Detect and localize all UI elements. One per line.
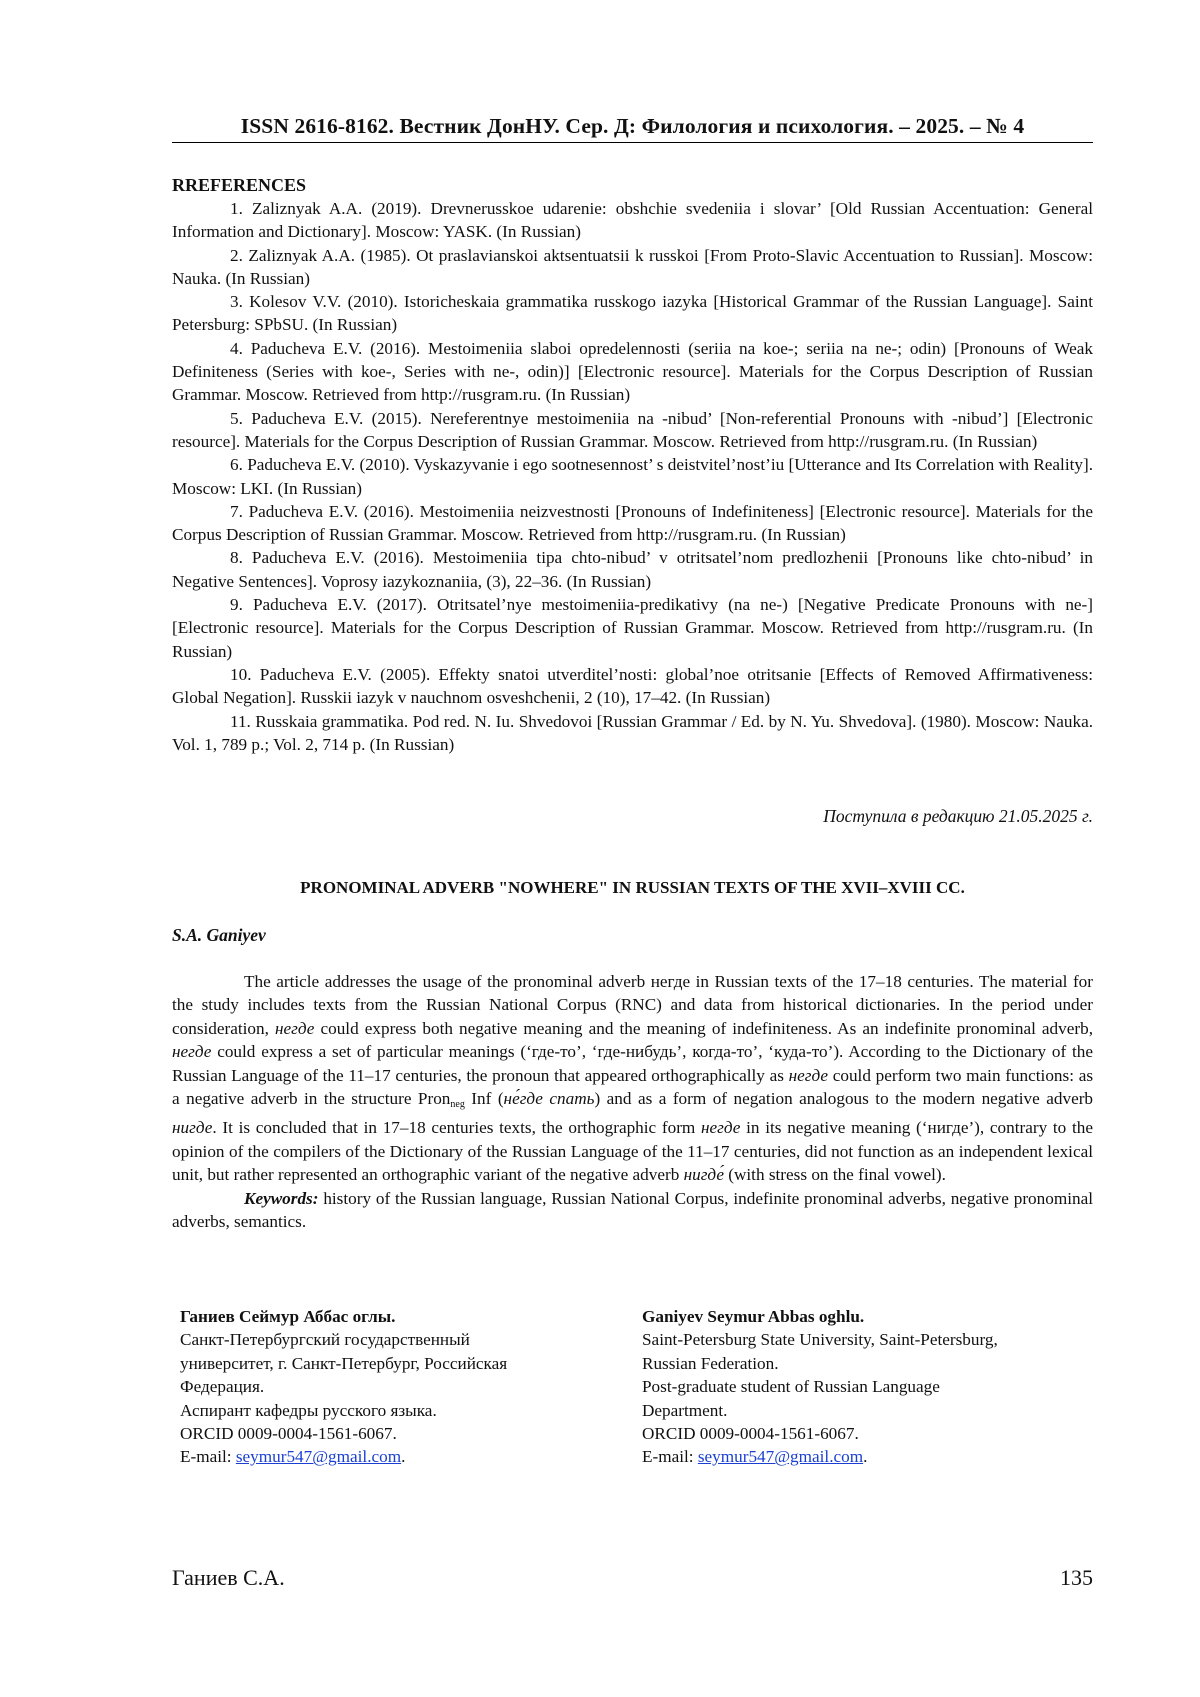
reference-item: 9. Paducheva E.V. (2017). Otritsatel’nye mestoimeniia-predikativy (na ne-) [Negative Predicate Pronouns with ne-] [Electronic resource]. Materials for the Corpus Description of Russian Grammar. Moscow. Retrieved from http://rusgram.ru. (In Russian) [172, 595, 1093, 661]
reference-item: 5. Paducheva E.V. (2015). Nereferentnye mestoimeniia na -nibud’ [Non-referential Pronouns with -nibud’] [Electronic resource]. Materials for the Corpus Description of Russian Grammar. Moscow. Retrieved from http://rusgram.ru. (In Russian) [172, 408, 1093, 451]
email-line: E-mail: seymur547@gmail.com. [180, 1447, 406, 1467]
affiliation-line: университет, г. Санкт-Петербург, Российская [180, 1353, 508, 1373]
reference-item: 4. Paducheva E.V. (2016). Mestoimeniia slaboi opredelennosti (seriia na koe-; seriia na ne-; odin) [Pronouns of Weak Definiteness (Series with koe-, Series with ne-, odin)] [Electronic resource]. Materials for the Corpus Description of Russian Grammar. Moscow. Retrieved from http://rusgram.ru. (In Russian) [172, 338, 1093, 405]
affiliation-line: Saint-Petersburg State University, Saint-Petersburg, [642, 1330, 998, 1350]
page-number: 135 [1060, 1565, 1093, 1590]
email-link[interactable]: seymur547@gmail.com [697, 1447, 864, 1467]
orcid: ORCID 0009-0004-1561-6067. [642, 1424, 859, 1444]
reference-item: 10. Paducheva E.V. (2005). Effekty snatoi utverditel’nosti: global’noe otritsanie [Effects of Removed Affirmativeness: Global Negation]. Russkii iazyk v nauchnom osveshchenii, 2 (10), 17–42. (In Russian) [172, 664, 1093, 708]
references-heading: RREFERENCES [172, 175, 307, 195]
reference-item: 11. Russkaia grammatika. Pod red. N. Iu. Shvedovoi [Russian Grammar / Ed. by N. Yu. Shvedova]. (1980). Moscow: Nauka. Vol. 1, 789 p.; Vol. 2, 714 p. (In Russian) [172, 711, 1093, 754]
author-name-ru: Ганиев Сеймур Аббас оглы. [180, 1307, 396, 1326]
author-name-en: Ganiyev Seymur Abbas oghlu. [642, 1307, 865, 1326]
affiliation-english [642, 1305, 1082, 1469]
reference-item: 8. Paducheva E.V. (2016). Mestoimeniia tipa chto-nibud’ v otritsatel’nom predlozhenii [Pronouns like chto-nibud’ in Negative Sentences]. Voprosy iazykoznaniia, (3), 22–36. (In Russian) [172, 548, 1093, 591]
affiliation-line: Федерация. [180, 1377, 265, 1397]
keywords [172, 1187, 1093, 1234]
affiliation-russian [180, 1305, 600, 1469]
reference-item: 3. Kolesov V.V. (2010). Istoricheskaia grammatika russkogo iazyka [Historical Grammar of the Russian Language]. Saint Petersburg: SPbSU. (In Russian) [172, 292, 1093, 335]
email-link[interactable]: seymur547@gmail.com [235, 1447, 402, 1467]
keywords-label: Keywords: [244, 1188, 319, 1208]
article-author: S.A. Ganiyev [172, 925, 266, 945]
reference-item: 6. Paducheva E.V. (2010). Vyskazyvanie i ego sootnesennost’ s deistvitel’nost’iu [Utterance and Its Correlation with Reality]. Moscow: LKI. (In Russian) [172, 455, 1093, 498]
article-title: PRONOMINAL ADVERB "NOWHERE" IN RUSSIAN TEXTS OF THE XVII–XVIII CC. [300, 878, 965, 897]
running-header: ISSN 2616-8162. Вестник ДонНУ. Сер. Д: Филология и психология. – 2025. – № 4 [240, 114, 1025, 138]
received-date: Поступила в редакцию 21.05.2025 г. [823, 806, 1093, 826]
abstract [172, 970, 1093, 1233]
abstract-text: The article addresses the usage of the pronominal adverb негде in Russian texts of the 17–18 centuries. The material for the study includes texts from the Russian National Corpus (RNC) and data from historical dictionaries. In the period under consideration, негде could express both negative meaning and the meaning of indefiniteness. As an indefinite pronominal adverb, негде could express a set of particular meanings (‘где-то’, ‘где-нибудь’, когда-то’, ‘куда-то’). According to the Dictionary of the Russian Language of the 11–17 centuries, the pronoun that appeared orthographically as негде could perform two main functions: as a negative adverb in the structure Pron$_{neg}$ Inf (не́где спать) and as a form of negation analogous to the modern negative adverb нигде. It is concluded that in 17–18 centuries texts, the orthographic form негде in its negative meaning (‘нигде’), contrary to the opinion of the compilers of the Dictionary of the Russian Language of the 11–17 centuries, did not function as an independent lexical unit, but rather represented an orthographic variant of the negative adverb нигде́ (with stress on the final vowel). [172, 972, 1094, 1185]
keywords-text: history of the Russian language, Russian National Corpus, indefinite pronominal adverbs, negative pronominal adverbs, semantics. [172, 1188, 1093, 1232]
reference-item: 1. Zaliznyak A.A. (2019). Drevnerusskoe udarenie: obshchie svedeniia i slovar’ [Old Russian Accentuation: General Information and Dictionary]. Moscow: YASK. (In Russian) [172, 199, 1093, 242]
affiliation-line: Russian Federation. [642, 1353, 779, 1373]
affiliation-line: Post-graduate student of Russian Language [642, 1377, 940, 1397]
affiliation-line: Санкт-Петербургский государственный [180, 1330, 470, 1350]
affiliation-line: Аспирант кафедры русского языка. [180, 1400, 437, 1420]
affiliation-line: Department. [642, 1400, 728, 1420]
references-section [172, 174, 1093, 756]
header-rule [172, 142, 1093, 143]
reference-item: 7. Paducheva E.V. (2016). Mestoimeniia neizvestnosti [Pronouns of Indefiniteness] [Electronic resource]. Materials for the Corpus Description of Russian Grammar. Moscow. Retrieved from http://rusgram.ru. (In Russian) [172, 501, 1093, 545]
footer-author: Ганиев С.А. [172, 1565, 285, 1590]
reference-item: 2. Zaliznyak A.A. (1985). Ot praslavianskoi aktsentuatsii k russkoi [From Proto-Slavic Accentuation to Russian]. Moscow: Nauka. (In Russian) [172, 245, 1093, 288]
orcid: ORCID 0009-0004-1561-6067. [180, 1424, 397, 1444]
email-line: E-mail: seymur547@gmail.com. [642, 1447, 868, 1467]
